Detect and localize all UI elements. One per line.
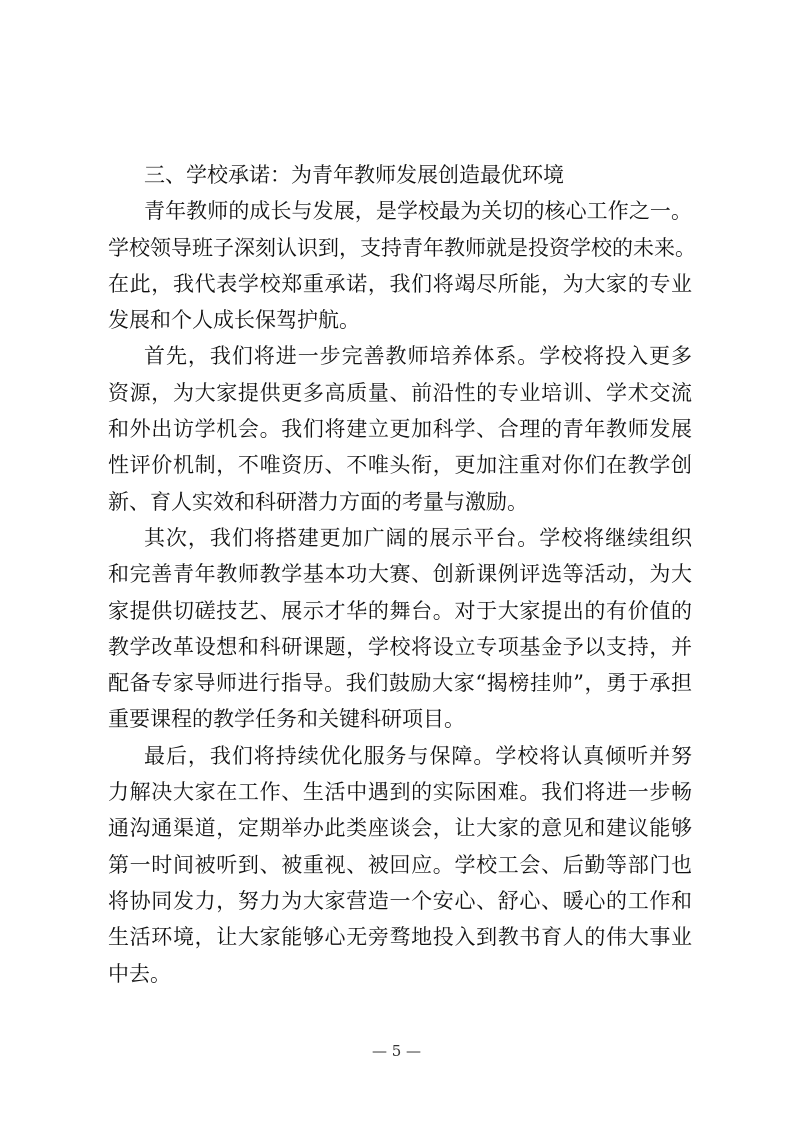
paragraph-line: 第一时间被听到、被重视、被回应。学校工会、后勤等部门也 xyxy=(108,852,692,877)
paragraph-line: 将协同发力，努力为大家营造一个安心、舒心、暖心的工作和 xyxy=(108,888,692,913)
paragraph-line: 首先，我们将进一步完善教师培养体系。学校将投入更多 xyxy=(144,344,692,369)
paragraph-line: 发展和个人成长保驾护航。 xyxy=(108,308,360,333)
paragraph-line: 中去。 xyxy=(108,961,171,986)
paragraph-line: 生活环境，让大家能够心无旁骛地投入到教书育人的伟大事业 xyxy=(108,925,692,950)
paragraph-line: 和完善青年教师教学基本功大赛、创新课例评选等活动，为大 xyxy=(108,562,692,587)
paragraph-line: 在此，我代表学校郑重承诺，我们将竭尽所能，为大家的专业 xyxy=(108,271,692,296)
paragraph-line: 通沟通渠道，定期举办此类座谈会，让大家的意见和建议能够 xyxy=(108,816,692,841)
paragraph-line: 性评价机制，不唯资历、不唯头衔，更加注重对你们在教学创 xyxy=(108,453,692,478)
paragraph-line: 配备专家导师进行指导。我们鼓励大家“揭榜挂帅”，勇于承担 xyxy=(108,671,692,696)
section-heading: 三、学校承诺：为青年教师发展创造最优环境 xyxy=(144,163,564,187)
paragraph-line: 资源，为大家提供更多高质量、前沿性的专业培训、学术交流 xyxy=(108,380,692,405)
paragraph xyxy=(108,738,692,992)
paragraph xyxy=(108,193,696,338)
document-body xyxy=(108,157,696,992)
paragraph-line: 力解决大家在工作、生活中遇到的实际困难。我们将进一步畅 xyxy=(108,780,692,805)
paragraphs xyxy=(108,193,696,992)
paragraph-line: 新、育人实效和科研潜力方面的考量与激励。 xyxy=(108,489,528,514)
paragraph-line: 和外出访学机会。我们将建立更加科学、合理的青年教师发展 xyxy=(108,417,692,442)
paragraph-line: 家提供切磋技艺、展示才华的舞台。对于大家提出的有价值的 xyxy=(108,598,692,623)
paragraph-line: 教学改革设想和科研课题，学校将设立专项基金予以支持，并 xyxy=(108,634,692,659)
paragraph-line: 最后，我们将持续优化服务与保障。学校将认真倾听并努 xyxy=(144,743,692,768)
paragraph-line: 重要课程的教学任务和关键科研项目。 xyxy=(108,707,465,732)
paragraph xyxy=(108,338,692,519)
paragraph-line: 青年教师的成长与发展，是学校最为关切的核心工作之一。 xyxy=(144,199,692,224)
paragraph-line: 学校领导班子深刻认识到，支持青年教师就是投资学校的未来。 xyxy=(108,235,696,260)
page-number: — 5 — xyxy=(371,1042,422,1060)
paragraph-line: 其次，我们将搭建更加广阔的展示平台。学校将继续组织 xyxy=(144,525,692,550)
paragraph xyxy=(108,520,692,738)
